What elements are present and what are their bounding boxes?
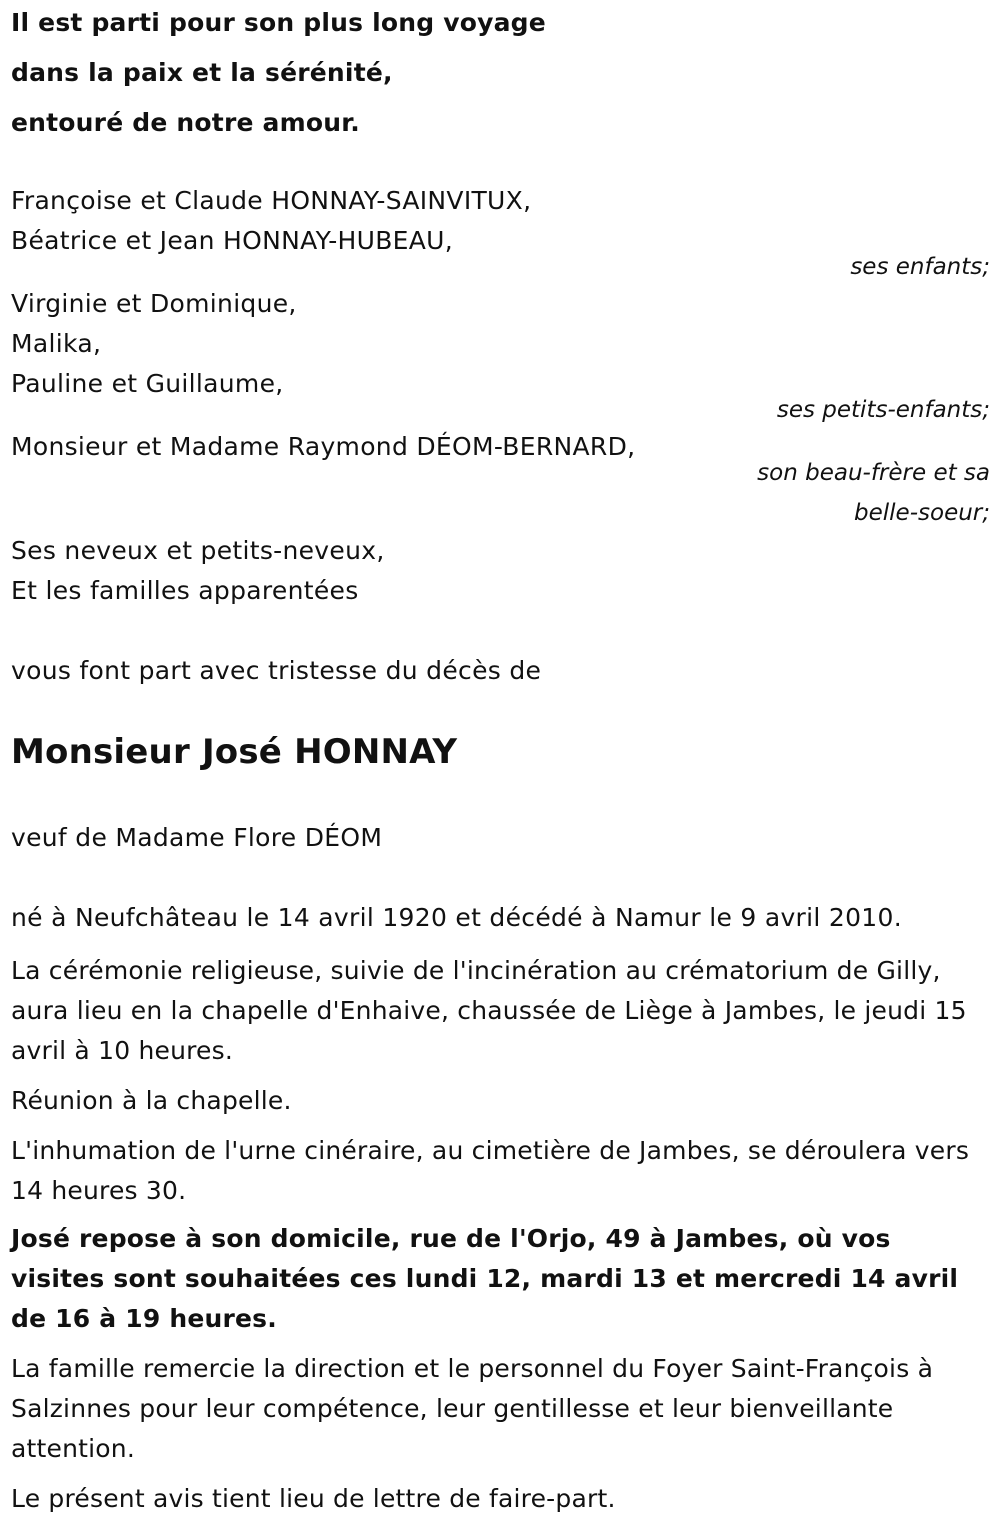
- meeting-paragraph: Réunion à la chapelle.: [11, 1086, 292, 1115]
- birth-death: né à Neufchâteau le 14 avril 1920 et décédé à Namur le 9 avril 2010.: [11, 903, 902, 932]
- inlaws-name: Monsieur et Madame Raymond DÉOM-BERNARD,: [11, 432, 636, 461]
- inlaws-role-line-2: belle-soeur;: [854, 500, 990, 526]
- children-name-1: Françoise et Claude HONNAY-SAINVITUX,: [11, 186, 532, 215]
- epigraph-line-3: entouré de notre amour.: [11, 108, 360, 137]
- epigraph-line-1: Il est parti pour son plus long voyage: [11, 8, 546, 37]
- children-name-2: Béatrice et Jean HONNAY-HUBEAU,: [11, 226, 454, 255]
- epigraph-line-2: dans la paix et la sérénité,: [11, 58, 393, 87]
- ceremony-paragraph: La cérémonie religieuse, suivie de l'incinération au crématorium de Gilly, aura lieu en la chapelle d'Enhaive, chaussée de Liège à Jambes, le jeudi 15 avril à 10 heures.: [11, 956, 967, 1065]
- inlaws-role-line-1: son beau-frère et sa: [757, 460, 990, 486]
- burial-paragraph: L'inhumation de l'urne cinéraire, au cimetière de Jambes, se déroulera vers 14 heures 30.: [11, 1136, 970, 1205]
- thanks-paragraph: La famille remercie la direction et le personnel du Foyer Saint-François à Salzinnes pour leur compétence, leur gentillesse et leur bienveillante attention.: [11, 1354, 934, 1463]
- closing-paragraph: Le présent avis tient lieu de lettre de faire-part.: [11, 1484, 616, 1513]
- deceased-name: Monsieur José HONNAY: [11, 732, 458, 772]
- relatives-line-1: Ses neveux et petits-neveux,: [11, 536, 385, 565]
- visits-paragraph: José repose à son domicile, rue de l'Orjo, 49 à Jambes, où vos visites sont souhaitées ces lundi 12, mardi 13 et mercredi 14 avril de 16 à 19 heures.: [11, 1224, 959, 1333]
- relatives-line-2: Et les familles apparentées: [11, 576, 359, 605]
- grandchildren-name-2: Malika,: [11, 329, 102, 358]
- widower-of: veuf de Madame Flore DÉOM: [11, 823, 383, 852]
- grandchildren-name-3: Pauline et Guillaume,: [11, 369, 284, 398]
- grandchildren-name-1: Virginie et Dominique,: [11, 289, 297, 318]
- announcement: vous font part avec tristesse du décès de: [11, 656, 542, 685]
- children-role: ses enfants;: [850, 254, 990, 280]
- grandchildren-role: ses petits-enfants;: [776, 397, 990, 423]
